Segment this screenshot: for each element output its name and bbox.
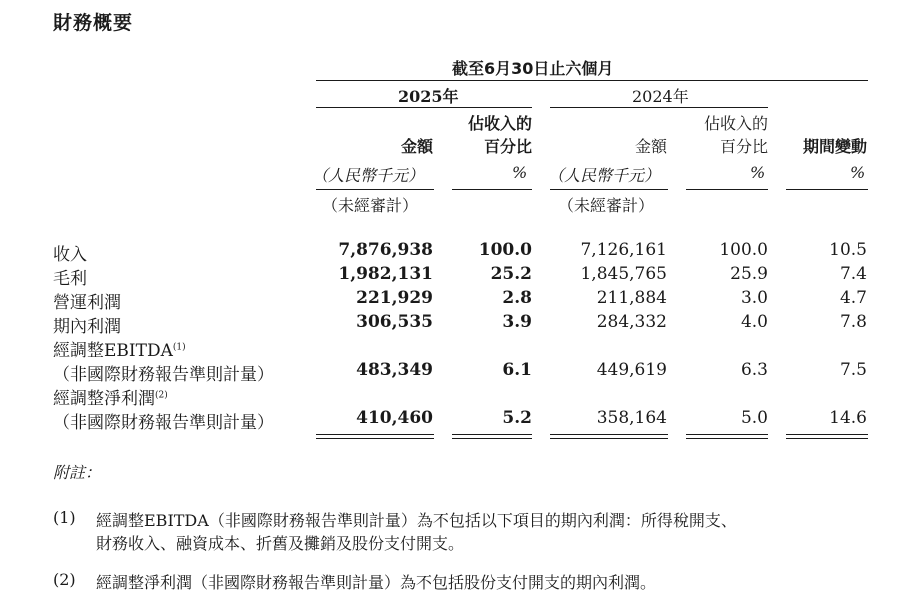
amount-2025-cell: 7,876,938 [338,240,433,260]
unit-pct-2025: % [512,163,528,182]
note-2-line-1: 經調整淨利潤（非國際財務報告準則計量）為不包括股份支付開支的期內利潤。 [96,573,657,592]
total-double-rule [786,434,868,439]
amount-2024-header: 金額 [634,137,667,156]
pct-2024-cell: 6.3 [740,360,768,380]
change-cell: 7.5 [839,360,867,380]
unit-rule-1 [316,189,434,190]
row-label-sub: （非國際財務報告準則計量） [53,413,274,433]
note-1-line-1: 經調整EBITDA（非國際財務報告準則計量）為不包括以下項目的期內利潤：所得稅開支、 [96,511,737,530]
amount-2024-cell: 7,126,161 [580,240,667,260]
note-1-line-2: 財務收入、融資成本、折舊及攤銷及股份支付開支。 [96,534,465,553]
row-label-text: 經調整EBITDA [53,341,173,361]
amount-2024-cell: 1,845,765 [580,264,667,284]
row-label: 營運利潤 [53,293,121,313]
page-title: 財務概要 [53,12,134,34]
pct-2025-header-line2: 百分比 [483,137,532,156]
amount-2024-cell: 284,332 [596,312,667,332]
year-2024-rule [550,107,768,108]
row-label [53,336,186,361]
unit-rmb-2024: （人民幣千元） [548,166,661,185]
pct-2024-header-line1: 佔收入的 [703,114,768,133]
row-label: 期內利潤 [53,317,121,337]
amount-2025-cell: 221,929 [356,288,433,308]
amount-2024-cell: 449,619 [596,360,667,380]
unaudited-2025: （未經審計） [322,196,419,215]
unit-rule-3 [550,189,668,190]
unit-rule-2 [452,189,532,190]
notes-heading: 附註： [53,463,102,482]
row-label: 毛利 [53,269,87,289]
total-double-rule [452,434,532,439]
note-2-number: (2) [53,570,76,589]
pct-2024-header-line2: 百分比 [719,137,768,156]
period-header: 截至6月30日止六個月 [452,59,614,78]
row-label-sub: （非國際財務報告準則計量） [53,365,274,385]
change-cell: 10.5 [829,240,867,260]
footnote-ref: (1) [172,342,186,353]
header-rule [316,80,868,81]
pct-2025-cell: 5.2 [502,408,532,428]
amount-2025-cell: 306,535 [356,312,433,332]
footnote-ref: (2) [155,390,168,401]
amount-2024-cell: 211,884 [596,288,667,308]
pct-2025-cell: 2.8 [502,288,532,308]
row-label: 收入 [53,245,87,265]
amount-2025-cell: 410,460 [356,408,433,428]
unit-rule-4 [686,189,768,190]
pct-2025-cell: 6.1 [502,360,532,380]
pct-2025-cell: 3.9 [502,312,532,332]
unit-rmb-2025: （人民幣千元） [312,166,425,185]
change-cell: 7.8 [839,312,867,332]
amount-2025-cell: 1,982,131 [338,264,433,284]
total-double-rule [550,434,668,439]
pct-2025-cell: 25.2 [490,264,532,284]
pct-2025-cell: 100.0 [478,240,532,260]
change-header: 期間變動 [802,137,867,156]
pct-2024-cell: 25.9 [730,264,768,284]
year-2025-rule [316,107,532,108]
year-2025-header: 2025年 [398,87,459,106]
amount-2025-header: 金額 [400,137,433,156]
change-cell: 4.7 [839,288,867,308]
pct-2025-header-line1: 佔收入的 [467,114,532,133]
total-double-rule [316,434,434,439]
unit-rule-5 [786,189,868,190]
pct-2024-cell: 4.0 [740,312,768,332]
unit-pct-change: % [850,163,866,182]
change-cell: 14.6 [829,408,867,428]
unit-pct-2024: % [750,163,766,182]
unaudited-2024: （未經審計） [558,196,655,215]
change-cell: 7.4 [839,264,867,284]
pct-2024-cell: 5.0 [740,408,768,428]
pct-2024-cell: 3.0 [740,288,768,308]
amount-2024-cell: 358,164 [596,408,667,428]
amount-2025-cell: 483,349 [356,360,433,380]
total-double-rule [686,434,768,439]
row-label-text: 經調整淨利潤 [53,389,155,409]
pct-2024-cell: 100.0 [719,240,768,260]
year-2024-header: 2024年 [632,87,689,106]
row-label [53,384,168,409]
note-1-number: (1) [53,508,76,527]
